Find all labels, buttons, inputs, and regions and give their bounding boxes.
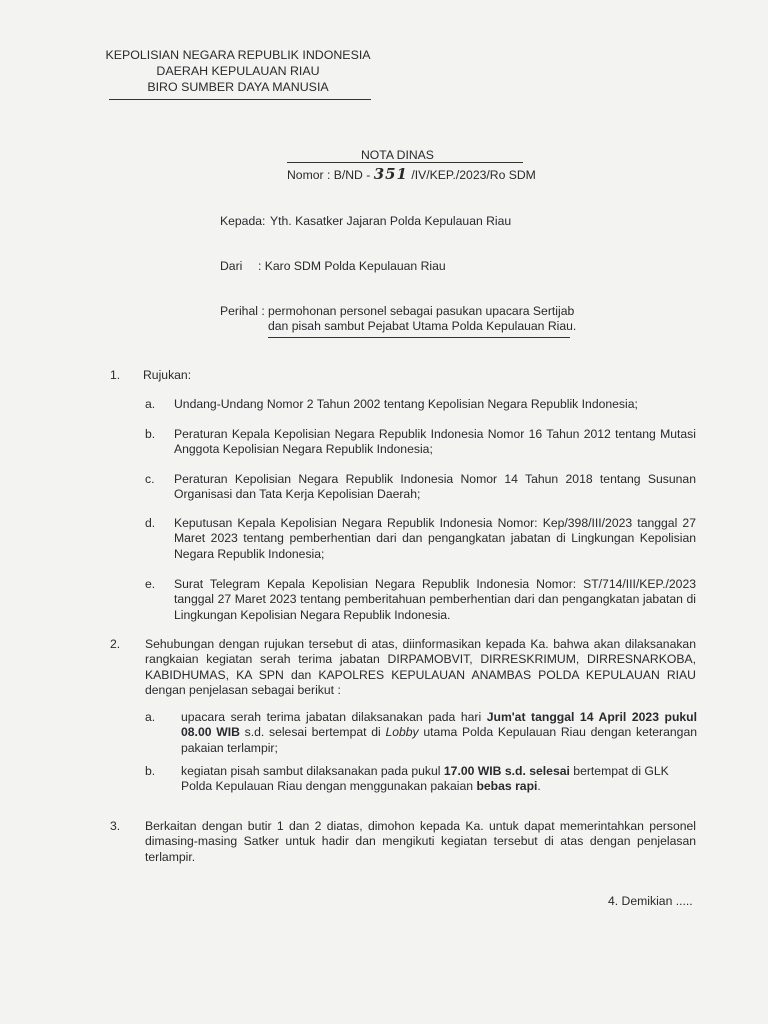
section-2-number: 2. [110,637,121,651]
ref-e-text: Surat Telegram Kepala Kepolisian Negara Republik Indonesia Nomor: ST/714/III/KEP./2023 tanggal 27 Maret 2023 tentang pemberitahuan pemberhentian dari dan pengangkatan jabatan di Lingkungan Kepolisian Negara Republik Indonesia. [174,577,696,622]
title-underline [287,162,523,163]
dari-value: : Karo SDM Polda Kepulauan Riau [258,259,446,273]
detail-b-text-1: kegiatan pisah sambut dilaksanakan pada pukul [181,764,444,778]
number-suffix: /IV/KEP./2023/Ro SDM [411,168,536,182]
detail-b-letter: b. [145,764,156,778]
kepada-label: Kepada: [220,214,266,228]
document-title: NOTA DINAS [361,148,434,162]
ref-c-letter: c. [145,472,155,486]
handwritten-number: 351 [373,165,408,183]
section-3-text: Berkaitan dengan butir 1 dan 2 diatas, dimohon kepada Ka. untuk dapat memerintahkan personel dimasing-masing Satker untuk hadir dan mengikuti kegiatan tersebut di atas dengan penjelasan terlampir. [145,819,696,864]
detail-a-text-3: utama Polda Kepulauan Riau dengan keterangan pakaian terlampir; [181,725,697,755]
section-1-title: Rujukan: [143,368,192,382]
detail-a-letter: a. [145,710,156,724]
header-line-3: BIRO SUMBER DAYA MANUSIA [147,80,329,94]
detail-a-text [181,710,697,756]
ref-d-text: Keputusan Kepala Kepolisian Negara Republik Indonesia Nomor: Kep/398/III/2023 tanggal 27 Maret 2023 tentang pemberhentian dari dan pengangkatan jabatan di Lingkungan Kepolisian Negara Republik Indonesia; [174,516,696,561]
dari-label: Dari [220,259,243,273]
ref-a-text: Undang-Undang Nomor 2 Tahun 2002 tentang Kepolisian Negara Republik Indonesia; [174,397,638,411]
header-line-1: KEPOLISIAN NEGARA REPUBLIK INDONESIA [105,48,371,62]
ref-d-letter: d. [145,516,156,530]
detail-b-time: 17.00 WIB s.d. selesai [443,764,570,778]
ref-a-letter: a. [145,397,156,411]
ref-b-letter: b. [145,427,156,441]
detail-a-lobby: Lobby [385,725,419,740]
header-underline [109,99,371,100]
detail-b-text-2: bertempat di GLK Polda Kepulauan Riau dengan menggunakan pakaian [181,764,669,794]
section-3-number: 3. [110,819,121,833]
perihal-line-1: permohonan personel sebagai pasukan upacara Sertijab [268,304,575,318]
continuation-note: 4. Demikian ..... [608,894,693,908]
detail-b-text-3: . [537,779,541,794]
detail-b-dress: bebas rapi [476,779,538,794]
ref-e-letter: e. [145,577,156,591]
detail-a-text-2: s.d. selesai bertempat di [239,725,386,740]
document-number [287,165,536,183]
detail-a-date-time: Jum'at tanggal 14 April 2023 pukul 08.00 WIB [181,710,698,740]
ref-c-text: Peraturan Kepolisian Negara Republik Indonesia Nomor 14 Tahun 2018 tentang Susunan Organisasi dan Tata Kerja Kepolisian Daerah; [174,472,696,502]
number-prefix: Nomor : B/ND - [287,168,371,182]
header-line-2: DAERAH KEPULAUAN RIAU [156,64,320,78]
section-1-number: 1. [110,368,121,382]
detail-a-text-1: upacara serah terima jabatan dilaksanakan pada hari [181,710,487,724]
perihal-line-2: dan pisah sambut Pejabat Utama Polda Kepulauan Riau. [268,319,577,333]
perihal-underline [268,337,570,338]
perihal-label: Perihal : [220,304,265,318]
section-2-text: Sehubungan dengan rujukan tersebut di atas, diinformasikan kepada Ka. bahwa akan dilaksanakan rangkaian kegiatan serah terima jabatan DIRPAMOBVIT, DIRRESKRIMUM, DIRRESNARKOBA, KABIDHUMAS, KA SPN dan KAPOLRES KEPULAUAN ANAMBAS POLDA KEPULAUAN RIAU dengan penjelasan sebagai berikut : [145,637,696,697]
ref-b-text: Peraturan Kepala Kepolisian Negara Republik Indonesia Nomor 16 Tahun 2012 tentang Mutasi Anggota Kepolisian Negara Republik Indonesia; [174,427,696,457]
kepada-value: Yth. Kasatker Jajaran Polda Kepulauan Riau [270,214,512,228]
detail-b-text [181,764,697,795]
